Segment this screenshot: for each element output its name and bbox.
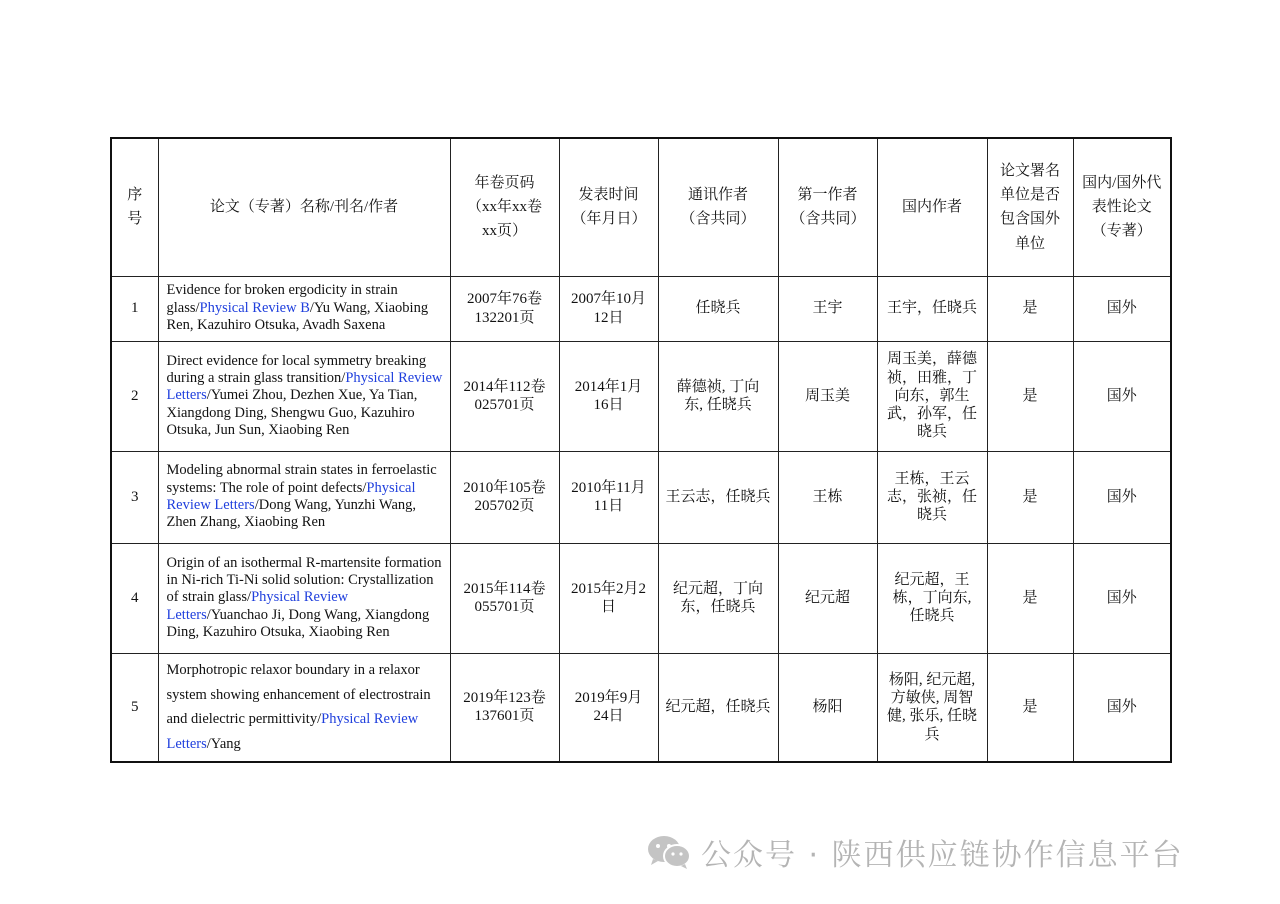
paper-table	[110, 137, 1172, 763]
row-corresponding: 纪元超，任晓兵	[658, 653, 778, 762]
row-first: 王宇	[778, 276, 877, 341]
row-domestic: 纪元超，王栋，丁向东, 任晓兵	[877, 543, 987, 653]
header-first: 第一作者（含共同）	[778, 138, 877, 276]
header-seq: 序号	[111, 138, 158, 276]
row-volume: 2007年76卷132201页	[450, 276, 559, 341]
row-date: 2014年1月16日	[559, 341, 658, 451]
row-seq: 3	[111, 451, 158, 543]
row-seq: 2	[111, 341, 158, 451]
header-foreign-unit: 论文署名单位是否包含国外单位	[987, 138, 1073, 276]
header-scope: 国内/国外代表性论文（专著）	[1073, 138, 1171, 276]
row-volume: 2014年112卷025701页	[450, 341, 559, 451]
row-date: 2019年9月24日	[559, 653, 658, 762]
header-domestic: 国内作者	[877, 138, 987, 276]
row-foreign-unit: 是	[987, 653, 1073, 762]
row-seq: 1	[111, 276, 158, 341]
row-scope: 国外	[1073, 543, 1171, 653]
header-title: 论文（专著）名称/刊名/作者	[158, 138, 450, 276]
row-foreign-unit: 是	[987, 451, 1073, 543]
row-seq: 5	[111, 653, 158, 762]
journal-name: Physical Review Letters	[166, 479, 416, 513]
row-corresponding: 任晓兵	[658, 276, 778, 341]
row-date: 2007年10月12日	[559, 276, 658, 341]
row-foreign-unit: 是	[987, 276, 1073, 341]
header-date: 发表时间（年月日）	[559, 138, 658, 276]
row-first: 周玉美	[778, 341, 877, 451]
row-domestic: 王栋，王云志，张祯，任晓兵	[877, 451, 987, 543]
row-title: Modeling abnormal strain states in ferroelastic systems: The role of point defects/Physical Review Letters/Dong Wang, Yunzhi Wang, Zhen Zhang, Xiaobing Ren	[158, 451, 450, 543]
row-title: Morphotropic relaxor boundary in a relaxor system showing enhancement of electrostrain and dielectric permittivity/Physical Review Letters/Yang	[158, 653, 450, 762]
wechat-icon	[645, 832, 693, 872]
row-volume: 2010年105卷205702页	[450, 451, 559, 543]
row-first: 纪元超	[778, 543, 877, 653]
journal-name: Physical Review Letters	[166, 589, 349, 623]
row-foreign-unit: 是	[987, 341, 1073, 451]
row-scope: 国外	[1073, 653, 1171, 762]
header-volume: 年卷页码（xx年xx卷xx页）	[450, 138, 559, 276]
row-corresponding: 王云志，任晓兵	[658, 451, 778, 543]
row-scope: 国外	[1073, 341, 1171, 451]
row-scope: 国外	[1073, 451, 1171, 543]
row-corresponding: 薛德祯, 丁向东, 任晓兵	[658, 341, 778, 451]
watermark-text: 公众号 · 陕西供应链协作信息平台	[701, 838, 1184, 873]
header-row	[111, 138, 1171, 276]
journal-name: Physical Review B	[199, 299, 310, 316]
wechat-watermark	[645, 830, 1184, 874]
row-first: 王栋	[778, 451, 877, 543]
row-title: Direct evidence for local symmetry breaking during a strain glass transition/Physical Review Letters/Yumei Zhou, Dezhen Xue, Ya Tian, Xiangdong Ding, Shengwu Guo, Kazuhiro Otsuka, Jun Sun, Xiaobing Ren	[158, 341, 450, 451]
header-corresponding: 通讯作者（含共同）	[658, 138, 778, 276]
table-row	[111, 341, 1171, 451]
table-row	[111, 451, 1171, 543]
table-row	[111, 653, 1171, 762]
row-corresponding: 纪元超，丁向东，任晓兵	[658, 543, 778, 653]
journal-name: Physical Review Letters	[166, 369, 443, 404]
row-title: Origin of an isothermal R-martensite formation in Ni-rich Ti-Ni solid solution: Crystallization of strain glass/Physical Review Letters/Yuanchao Ji, Dong Wang, Xiangdong Ding, Kazuhiro Otsuka, Xiaobing Ren	[158, 543, 450, 653]
row-first: 杨阳	[778, 653, 877, 762]
row-date: 2015年2月2日	[559, 543, 658, 653]
row-domestic: 杨阳, 纪元超, 方敏侠, 周智健, 张乐, 任晓兵	[877, 653, 987, 762]
row-foreign-unit: 是	[987, 543, 1073, 653]
row-volume: 2015年114卷055701页	[450, 543, 559, 653]
row-scope: 国外	[1073, 276, 1171, 341]
row-domestic: 王宇，任晓兵	[877, 276, 987, 341]
journal-name: Physical Review Letters	[166, 711, 419, 752]
row-title: Evidence for broken ergodicity in strain glass/Physical Review B/Yu Wang, Xiaobing Ren, Kazuhiro Otsuka, Avadh Saxena	[158, 276, 450, 341]
row-seq: 4	[111, 543, 158, 653]
row-date: 2010年11月11日	[559, 451, 658, 543]
row-volume: 2019年123卷137601页	[450, 653, 559, 762]
table-row	[111, 543, 1171, 653]
row-domestic: 周玉美，薛德祯，田雅，丁向东，郭生武，孙军，任晓兵	[877, 341, 987, 451]
table-row	[111, 276, 1171, 341]
